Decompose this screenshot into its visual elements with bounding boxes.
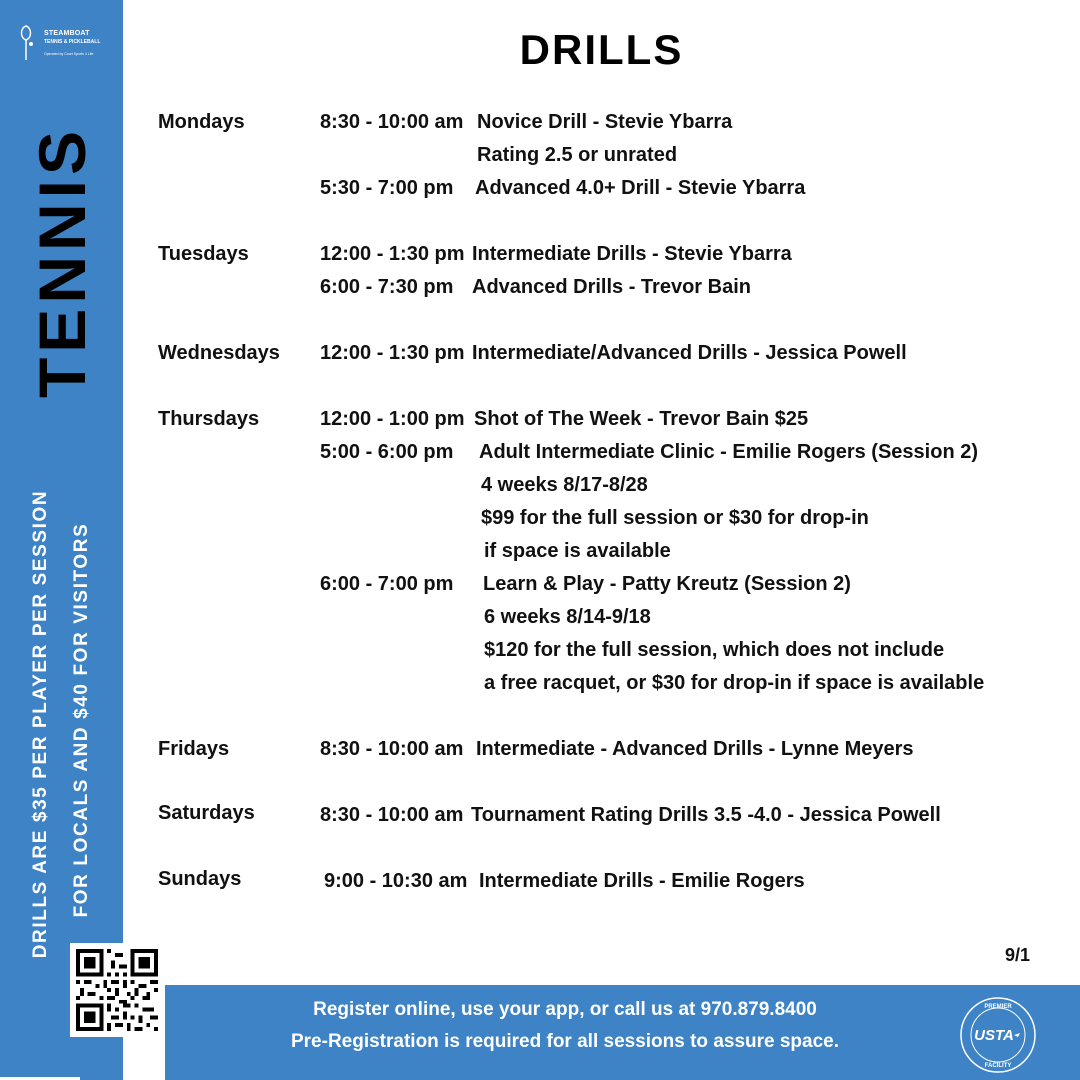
badge-top-text: PREMIER [984,1004,1012,1010]
badge-middle-text: USTA [974,1027,1014,1044]
steamboat-logo [16,24,120,64]
drill-note-thursday-3b: $120 for the full session, which does not include [484,639,945,661]
racquet-logo-icon [18,24,34,62]
footer-line-2: Pre-Registration is required for all sessions to assure space. [290,1031,840,1052]
badge-bottom-text: FACILITY [984,1063,1012,1069]
drill-thursday-2: Adult Intermediate Clinic - Emilie Rogers (Session 2) [479,441,978,463]
day-label-friday: Fridays [158,738,230,760]
drill-note-thursday-3c: a free racquet, or $30 for drop-in if space is available [484,672,985,694]
day-label-wednesday: Wednesdays [158,342,280,364]
drill-friday-1: Intermediate - Advanced Drills - Lynne Meyers [476,738,914,760]
time-sunday-1: 9:00 - 10:30 am [324,870,468,892]
drill-tuesday-2: Advanced Drills - Trevor Bain [472,276,751,298]
day-label-thursday: Thursdays [158,408,260,430]
footer-line-1: Register online, use your app, or call us at 970.879.8400 [313,999,817,1020]
drill-note-thursday-2a: 4 weeks 8/17-8/28 [481,474,648,496]
drill-thursday-1: Shot of The Week - Trevor Bain $25 [474,408,809,430]
price-line-2: FOR LOCALS AND $40 FOR VISITORS [71,522,92,918]
drill-sunday-1: Intermediate Drills - Emilie Rogers [479,870,805,892]
drill-monday-1: Novice Drill - Stevie Ybarra [477,111,733,133]
brand-subtitle: TENNIS & PICKLEBALL [44,39,101,45]
day-label-tuesday: Tuesdays [158,243,249,265]
date-code: 9/1 [1005,945,1031,965]
drill-thursday-3: Learn & Play - Patty Kreutz (Session 2) [483,573,851,595]
drill-monday-2: Advanced 4.0+ Drill - Stevie Ybarra [475,177,806,199]
time-thursday-3: 6:00 - 7:00 pm [320,573,454,595]
time-thursday-2: 5:00 - 6:00 pm [320,441,454,463]
usta-premier-facility-badge [958,995,1038,1075]
sidebar [0,0,123,1080]
day-label-saturday: Saturdays [158,802,255,824]
drill-note-thursday-2b: $99 for the full session or $30 for drop-in [481,507,869,529]
page-title: DRILLS [519,26,684,73]
time-thursday-1: 12:00 - 1:00 pm [320,408,465,430]
badge-ball-icon [1014,1033,1020,1037]
time-friday-1: 8:30 - 10:00 am [320,738,464,760]
drill-note-monday-1: Rating 2.5 or unrated [477,144,678,166]
day-label-sunday: Sundays [158,868,242,890]
time-wednesday-1: 12:00 - 1:30 pm [320,342,465,364]
time-tuesday-1: 12:00 - 1:30 pm [320,243,465,265]
time-monday-2: 5:30 - 7:00 pm [320,177,454,199]
qr-code[interactable] [70,943,164,1037]
sidebar-title: TENNIS [25,125,99,399]
time-tuesday-2: 6:00 - 7:30 pm [320,276,454,298]
brand-name: STEAMBOAT [44,30,90,37]
day-label-monday: Mondays [158,111,245,133]
drill-note-thursday-3a: 6 weeks 8/14-9/18 [484,606,651,628]
footer-bar [165,985,1080,1080]
drill-note-thursday-2c: if space is available [484,540,671,562]
drill-wednesday-1: Intermediate/Advanced Drills - Jessica Powell [472,342,907,364]
drill-tuesday-1: Intermediate Drills - Stevie Ybarra [472,243,792,265]
time-monday-1: 8:30 - 10:00 am [320,111,464,133]
brand-tagline: Operated by Court Sports 4 Life [44,52,94,56]
price-line-1: DRILLS ARE $35 PER PLAYER PER SESSION [30,489,51,959]
time-saturday-1: 8:30 - 10:00 am [320,804,464,826]
qr-code-icon [76,949,158,1031]
drill-saturday-1: Tournament Rating Drills 3.5 -4.0 - Jessica Powell [471,804,941,826]
